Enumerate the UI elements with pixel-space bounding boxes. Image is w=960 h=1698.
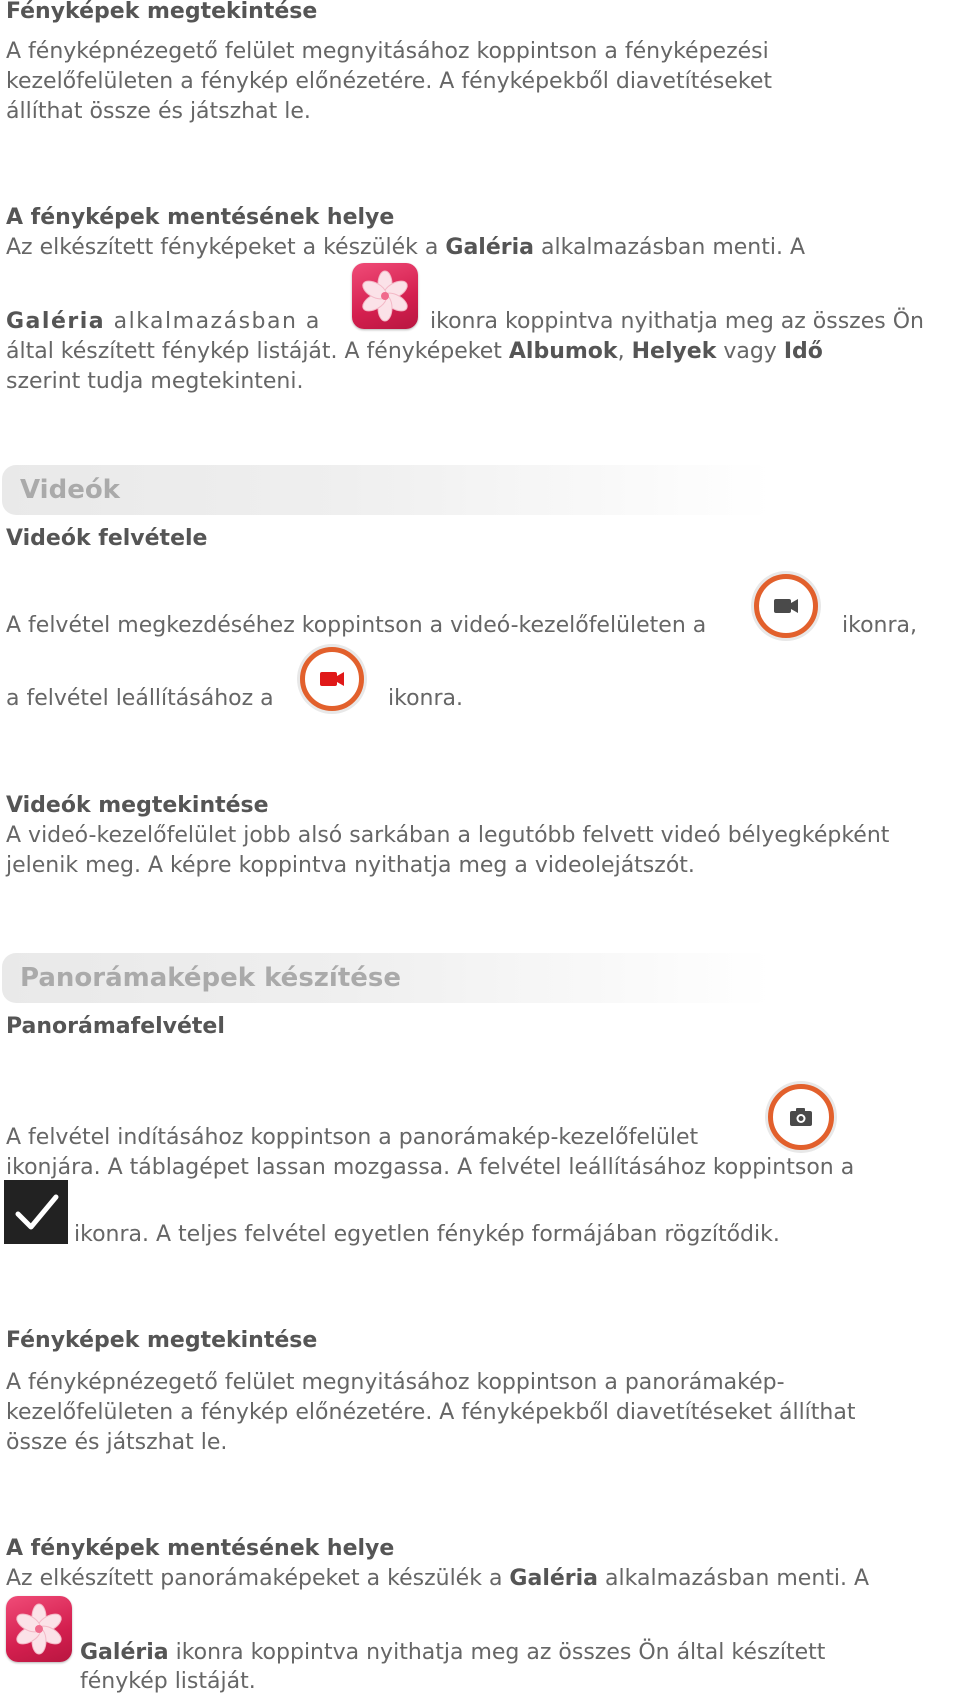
paragraph-line: Galéria alkalmazásban a bbox=[6, 309, 321, 334]
paragraph-line: A felvétel indításához koppintson a panorámakép-kezelőfelület bbox=[6, 1125, 699, 1150]
paragraph-line: állíthat össze és játszhat le. bbox=[6, 99, 311, 124]
heading-video-viewing: Videók megtekintése bbox=[6, 793, 269, 818]
paragraph-line: Az elkészített fényképeket a készülék a Galéria alkalmazásban menti. A bbox=[6, 235, 806, 260]
gallery-flower-icon bbox=[6, 1596, 72, 1662]
section-title: Panorámaképek készítése bbox=[20, 963, 402, 993]
section-band-panorama bbox=[2, 953, 772, 1003]
paragraph-line: ikonra. bbox=[388, 686, 463, 711]
heading-panorama-viewing: Fényképek megtekintése bbox=[6, 1328, 318, 1353]
paragraph-line: Galéria ikonra koppintva nyithatja meg az összes Ön által készített bbox=[80, 1640, 826, 1665]
camera-icon bbox=[768, 1084, 834, 1150]
paragraph-line: kezelőfelületen a fénykép előnézetére. A fényképekből diavetítéseket állíthat bbox=[6, 1400, 856, 1425]
heading-photo-save-location: A fényképek mentésének helye bbox=[6, 205, 395, 230]
paragraph-line: A videó-kezelőfelület jobb alsó sarkában a legutóbb felvett videó bélyegképként bbox=[6, 823, 890, 848]
paragraph-line: A felvétel megkezdéséhez koppintson a videó-kezelőfelületen a bbox=[6, 613, 707, 638]
checkmark-icon bbox=[4, 1180, 68, 1244]
paragraph-line: a felvétel leállításához a bbox=[6, 686, 274, 711]
paragraph-line: ikonjára. A táblagépet lassan mozgassa. A felvétel leállításához koppintson a bbox=[6, 1155, 855, 1180]
heading-panorama-recording: Panorámafelvétel bbox=[6, 1014, 225, 1039]
video-record-icon bbox=[754, 574, 818, 638]
paragraph-line: A fényképnézegető felület megnyitásához koppintson a panorámakép- bbox=[6, 1370, 785, 1395]
paragraph-line: össze és játszhat le. bbox=[6, 1430, 228, 1455]
section-title: Videók bbox=[20, 475, 120, 505]
paragraph-line: A fényképnézegető felület megnyitásához koppintson a fényképezési bbox=[6, 39, 769, 64]
video-stop-icon bbox=[300, 647, 364, 711]
gallery-flower-icon bbox=[352, 263, 418, 329]
heading-video-recording: Videók felvétele bbox=[6, 526, 208, 551]
paragraph-line: által készített fénykép listáját. A fényképeket Albumok, Helyek vagy Idő bbox=[6, 339, 823, 364]
heading-photo-viewing: Fényképek megtekintése bbox=[6, 0, 318, 24]
section-band-videos bbox=[2, 465, 772, 515]
paragraph-line: jelenik meg. A képre koppintva nyithatja meg a videolejátszót. bbox=[6, 853, 695, 878]
paragraph-line: ikonra, bbox=[842, 613, 917, 638]
paragraph-line: kezelőfelületen a fénykép előnézetére. A fényképekből diavetítéseket bbox=[6, 69, 772, 94]
paragraph-line: Az elkészített panorámaképeket a készülék a Galéria alkalmazásban menti. A bbox=[6, 1566, 870, 1591]
heading-panorama-save-location: A fényképek mentésének helye bbox=[6, 1536, 395, 1561]
paragraph-line: ikonra. A teljes felvétel egyetlen fénykép formájában rögzítődik. bbox=[74, 1222, 780, 1247]
paragraph-line: ikonra koppintva nyithatja meg az összes Ön bbox=[430, 309, 924, 334]
paragraph-line: fénykép listáját. bbox=[80, 1669, 256, 1694]
paragraph-line: szerint tudja megtekinteni. bbox=[6, 369, 304, 394]
